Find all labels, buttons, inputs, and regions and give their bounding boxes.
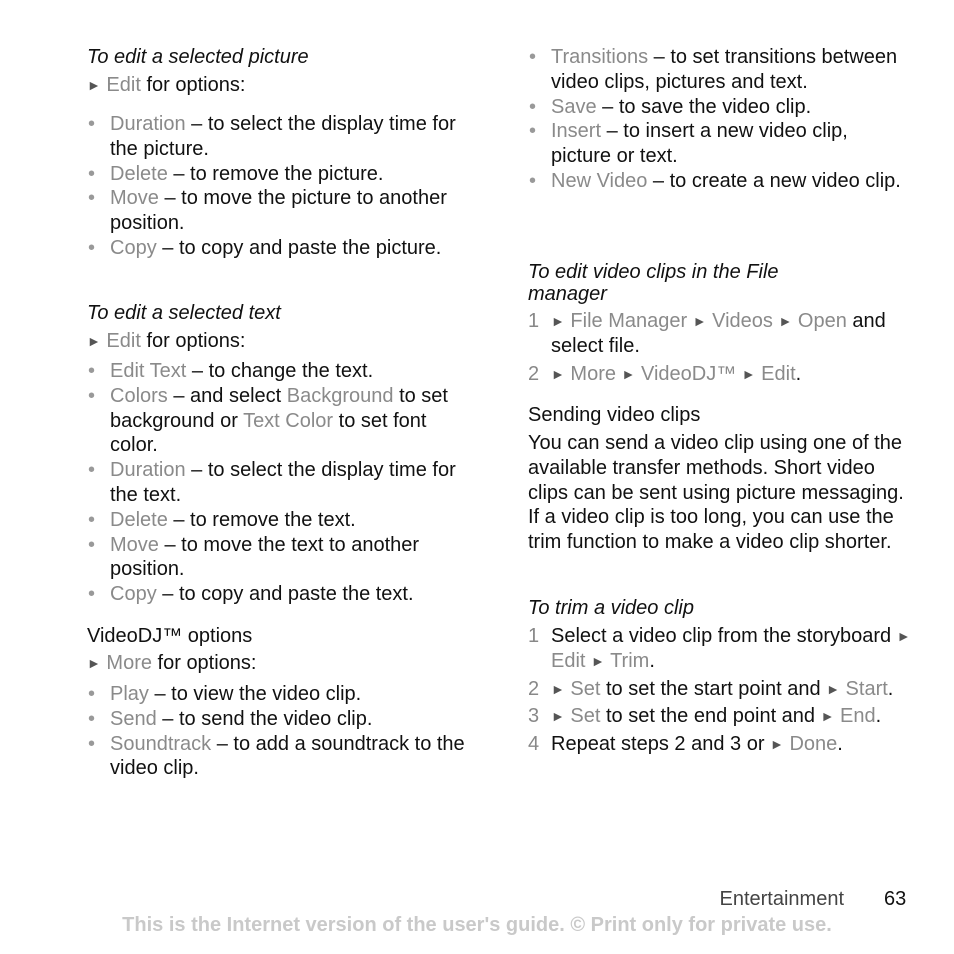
paragraph <box>87 329 467 354</box>
bullet-icon: • <box>88 384 96 407</box>
text: to set font color. <box>110 409 427 457</box>
menu-option-link[interactable]: Duration <box>110 459 186 482</box>
menu-option-link[interactable]: Send <box>110 707 157 730</box>
section-name: Entertainment <box>719 888 844 910</box>
list-item <box>529 95 913 120</box>
menu-option-link[interactable]: VideoDJ™ <box>635 362 742 385</box>
text: – to save the video clip. <box>596 95 812 118</box>
bullet-list <box>88 359 470 607</box>
list-item <box>88 384 470 458</box>
bullet-icon: • <box>88 187 96 210</box>
bullet-icon: • <box>88 683 96 705</box>
text: . <box>875 705 882 728</box>
list-item <box>529 45 913 95</box>
paragraph <box>87 651 467 676</box>
menu-option-link[interactable]: Transitions <box>551 46 649 68</box>
text: to set background or <box>110 384 448 432</box>
bullet-icon: • <box>88 707 96 730</box>
list-item <box>88 359 470 384</box>
procedure-heading: To edit a selected text <box>87 302 281 324</box>
menu-option-link[interactable]: Move <box>110 187 159 210</box>
bullet-icon: • <box>88 236 96 259</box>
arrow-icon: ► <box>551 365 565 382</box>
text: – and select <box>167 384 287 407</box>
bullet-icon: • <box>529 169 537 192</box>
arrow-icon: ► <box>770 736 784 753</box>
menu-option-link[interactable]: Move <box>110 533 159 556</box>
text: – to view the video clip. <box>148 683 362 705</box>
arrow-icon: ► <box>87 655 101 671</box>
bullet-icon: • <box>529 120 537 143</box>
paragraph <box>87 73 467 98</box>
list-item <box>88 112 470 162</box>
step-number: 1 <box>528 625 540 647</box>
menu-option-link[interactable]: New Video <box>551 169 648 192</box>
arrow-icon: ► <box>591 652 605 669</box>
bullet-icon: • <box>88 113 96 135</box>
list-item <box>88 707 470 732</box>
arrow-icon: ► <box>778 313 793 329</box>
list-item <box>88 582 470 607</box>
bullet-list <box>88 112 470 261</box>
arrow-icon: ► <box>826 680 840 697</box>
menu-option-link[interactable]: Play <box>110 683 149 705</box>
step-number: 1 <box>528 310 540 332</box>
text: – to insert a new video clip, picture or text. <box>551 120 848 168</box>
bullet-list <box>88 682 470 781</box>
list-item <box>88 732 470 782</box>
menu-option-link[interactable]: File Manager <box>564 310 693 332</box>
menu-option-link[interactable]: Open <box>792 310 847 332</box>
menu-option-link[interactable]: Set <box>564 677 601 700</box>
menu-option-link[interactable]: Duration <box>110 113 186 135</box>
menu-option-link[interactable]: Start <box>840 677 888 700</box>
menu-option-link[interactable]: Done <box>783 733 838 756</box>
internet-version-notice: This is the Internet version of the user's guide. © Print only for private use. <box>122 914 832 936</box>
bullet-list <box>529 45 913 194</box>
step-item <box>528 677 913 702</box>
list-item <box>529 119 913 169</box>
bullet-icon: • <box>529 46 537 68</box>
arrow-icon: ► <box>621 365 636 382</box>
menu-option-link[interactable]: Delete <box>110 508 168 531</box>
bullet-icon: • <box>88 459 96 482</box>
menu-option-link[interactable]: Edit <box>755 362 796 385</box>
text: – to remove the text. <box>167 508 356 531</box>
list-item <box>88 186 470 236</box>
menu-option-link[interactable]: Colors <box>110 384 168 407</box>
menu-option-link[interactable]: Delete <box>110 162 168 185</box>
bullet-icon: • <box>88 508 96 531</box>
list-item <box>529 169 913 194</box>
bullet-icon: • <box>88 732 96 755</box>
section-subheading: VideoDJ™ options <box>87 625 253 647</box>
arrow-icon: ► <box>551 680 565 697</box>
procedure-heading: To edit a selected picture <box>87 46 309 68</box>
text: – to select the display time for the picture. <box>110 113 456 160</box>
bullet-icon: • <box>529 95 537 118</box>
text: – to change the text. <box>186 360 374 382</box>
menu-option-link[interactable]: Edit <box>100 330 141 352</box>
menu-option-link[interactable]: Videos <box>706 310 779 332</box>
bullet-icon: • <box>88 360 96 382</box>
arrow-icon: ► <box>551 708 565 725</box>
menu-option-link[interactable]: Insert <box>551 120 602 143</box>
menu-option-link[interactable]: Set <box>564 705 601 728</box>
text: to set the end point and <box>600 705 821 728</box>
menu-option-link[interactable]: Text Color <box>243 409 334 432</box>
arrow-icon: ► <box>87 77 101 93</box>
bullet-icon: • <box>88 533 96 556</box>
list-item <box>88 162 470 187</box>
menu-option-link[interactable]: Edit <box>551 649 592 672</box>
step-number: 3 <box>528 705 540 728</box>
bullet-icon: • <box>88 162 96 185</box>
text: – to set transitions between video clips, pictures and text. <box>551 46 898 93</box>
step-list <box>528 624 913 757</box>
menu-option-link[interactable]: Copy <box>110 583 157 606</box>
text: – to copy and paste the text. <box>156 583 414 606</box>
procedure-heading: To edit video clips in the File manager <box>528 261 779 305</box>
step-item <box>528 624 913 674</box>
paragraph <box>528 431 908 555</box>
text: for options: <box>140 74 246 96</box>
text: – to select the display time for the text. <box>110 459 456 506</box>
bullet-icon: • <box>88 583 96 606</box>
arrow-icon: ► <box>87 333 101 349</box>
text: Repeat steps 2 and 3 or <box>551 733 771 756</box>
step-list <box>528 309 913 386</box>
text: You can send a video clip using one of the available transfer methods. Short video clips can be sent using picture messaging. If a video clip is too long, you can use the trim function to make a video clip shorter. <box>528 432 904 554</box>
text: Select a video clip from the storyboard <box>551 625 897 647</box>
text: – to copy and paste the picture. <box>156 236 442 259</box>
menu-option-link[interactable]: More <box>564 362 622 385</box>
step-item <box>528 732 913 757</box>
list-item <box>88 533 470 583</box>
text: – to move the picture to another position. <box>110 187 447 235</box>
menu-option-link[interactable]: Edit Text <box>110 360 187 382</box>
page-number: 63 <box>884 888 907 910</box>
text: and select file. <box>551 310 886 357</box>
step-item <box>528 362 913 387</box>
menu-option-link[interactable]: Background <box>286 384 394 407</box>
arrow-icon: ► <box>820 708 835 725</box>
procedure-heading: To trim a video clip <box>528 597 694 619</box>
text: for options: <box>140 330 246 352</box>
menu-option-link[interactable]: Soundtrack <box>110 732 212 755</box>
menu-option-link[interactable]: More <box>100 652 152 674</box>
text: . <box>887 677 894 700</box>
text: – to add a soundtrack to the video clip. <box>110 732 465 780</box>
text: – to create a new video clip. <box>647 169 901 192</box>
step-number: 4 <box>528 733 540 756</box>
text: . <box>837 733 843 756</box>
arrow-icon: ► <box>896 628 911 644</box>
list-item <box>88 458 470 508</box>
step-item <box>528 309 913 359</box>
menu-option-link[interactable]: Copy <box>110 236 157 259</box>
text: . <box>795 362 802 385</box>
step-number: 2 <box>528 677 540 700</box>
text: . <box>649 649 655 672</box>
text: – to move the text to another position. <box>110 533 420 581</box>
menu-option-link[interactable]: Save <box>551 95 597 118</box>
text: for options: <box>151 652 257 674</box>
text: – to remove the picture. <box>167 162 384 185</box>
arrow-icon: ► <box>551 313 565 329</box>
step-number: 2 <box>528 362 540 385</box>
list-item <box>88 508 470 533</box>
text: to set the start point and <box>600 677 827 700</box>
text: – to send the video clip. <box>156 707 373 730</box>
arrow-icon: ► <box>741 365 756 382</box>
list-item <box>88 682 470 707</box>
menu-option-link[interactable]: Edit <box>100 74 141 96</box>
section-subheading: Sending video clips <box>528 404 701 426</box>
arrow-icon: ► <box>692 313 707 329</box>
step-item <box>528 704 913 729</box>
menu-option-link[interactable]: Trim <box>604 649 650 672</box>
list-item <box>88 236 470 261</box>
menu-option-link[interactable]: End <box>834 705 876 728</box>
